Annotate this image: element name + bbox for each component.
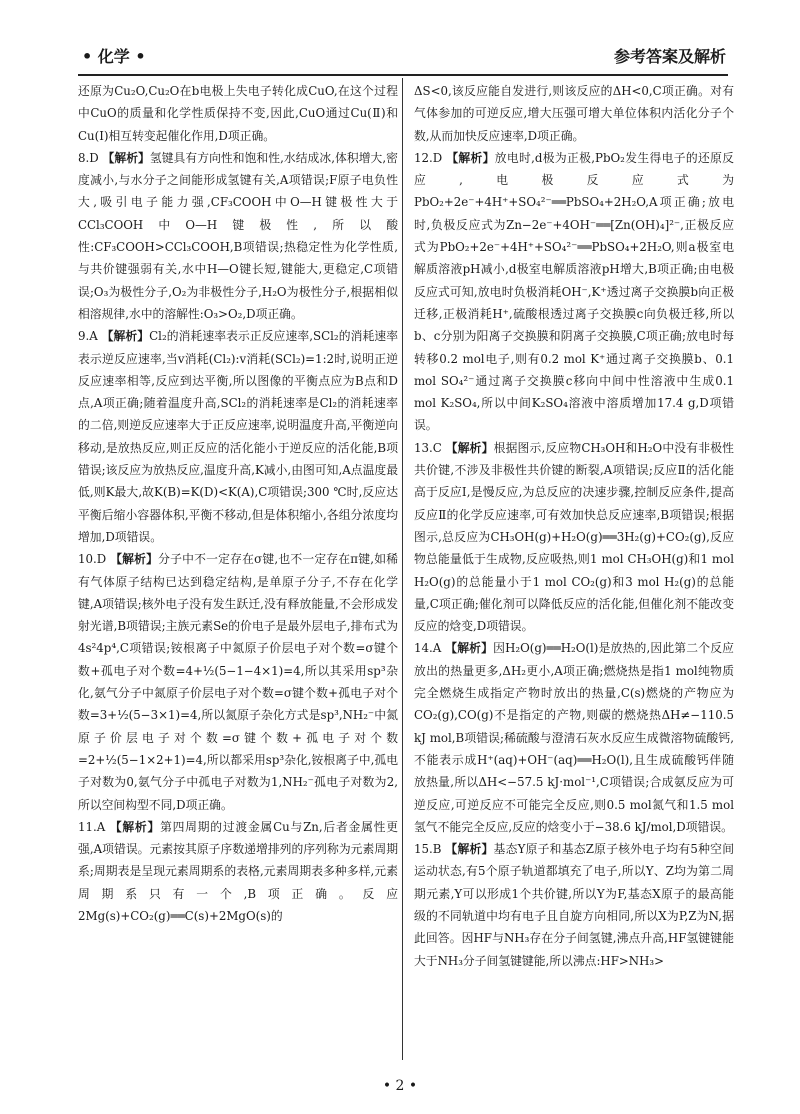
question-number: 13. — [414, 440, 433, 455]
answer-choice: D — [432, 150, 447, 165]
subject-label: • 化学 • — [82, 47, 146, 66]
answer-choice: A — [96, 819, 110, 834]
analysis-tag: 【解析】 — [445, 440, 494, 455]
analysis-tag: 【解析】 — [109, 819, 161, 834]
answer-item — [78, 816, 398, 927]
page-number: • 2 • — [382, 1078, 418, 1094]
right-column — [414, 80, 734, 1060]
answer-item — [78, 147, 398, 325]
left-column — [78, 80, 398, 1060]
right-item-list — [414, 147, 734, 972]
question-number: 11. — [78, 819, 97, 834]
question-number: 15. — [414, 842, 433, 857]
question-number: 12. — [414, 150, 433, 165]
analysis-text: 基态Y原子和基态Z原子核外电子均有5种空间运动状态,有5个原子轨道都填充了电子,所以Y、Z均为第二周期元素,Y可以形成1个共价键,所以Y为F,基态X原子的最高能级的不同轨道中均有电子且自旋方向相同,所以X为P,Z为N,据此回答。因HF与NH₃存在分子间氢键,沸点升高,HF氢键键能大于NH₃分子间氢键键能,所以沸点:HF>NH₃> — [414, 842, 734, 968]
answer-choice: C — [432, 440, 446, 455]
answer-item — [414, 437, 734, 638]
answer-choice: B — [432, 842, 446, 857]
question-number: 9. — [78, 329, 90, 344]
analysis-tag: 【解析】 — [445, 641, 494, 656]
analysis-text: Cl₂的消耗速率表示正反应速率,SCl₂的消耗速率表示逆反应速率,当v消耗(Cl₂):v消耗(SCl₂)=1:2时,说明正逆反应速率相等,反应到达平衡,所以图像的平衡点应为B点和D点,A项正确;随着温度升高,SCl₂的消耗速率是Cl₂的消耗速率的二倍,则逆反应速率大于正反应速率,说明温度升高,平衡逆向移动,是放热反应,则正反应的活化能小于逆反应的活化能,B项错误;该反应为放热反应,温度升高,K减小,由图可知,A点温度最低,则K最大,故K(B)=K(D)<K(A),C项错误;300 ℃时,反应达平衡后缩小容器体积,平衡不移动,但是体积缩小,各组分浓度均增加,D项错误。 — [78, 329, 398, 544]
analysis-tag: 【解析】 — [110, 552, 159, 567]
analysis-text: 分子中不一定存在σ键,也不一定存在π键,如稀有气体原子结构已达到稳定结构,是单原子分子,不存在化学键,A项错误;核外电子没有发生跃迁,没有释放能量,不会形成发射光谱,B项错误;主族元素Se的价电子是最外层电子,排布式为4s²4p⁴,C项错误;铵根离子中氮原子价层电子对个数=σ键个数+孤电子对个数=4+½(5−1−4×1)=4,所以其采用sp³杂化,氨气分子中氮原子价层电子对个数=σ键个数+孤电子对个数=3+½(5−3×1)=4,所以氮原子杂化方式是sp³,NH₂⁻中氮原子价层电子对个数=σ键个数+孤电子对个数=2+½(5−1×2+1)=4,所以都采用sp³杂化,铵根离子中,孤电子对数为0,氨气分子中孤电子对数为1,NH₂⁻孤电子对数为2,所以空间构型不同,D项正确。 — [78, 552, 398, 812]
analysis-tag: 【解析】 — [445, 842, 494, 857]
question-number: 14. — [414, 641, 433, 656]
answer-item — [78, 325, 398, 548]
section-title: 参考答案及解析 — [613, 47, 726, 66]
analysis-text: 氢键具有方向性和饱和性,水结成冰,体积增大,密度减小,与水分子之间能形成氢键有关,A项错误;F原子电负性大,吸引电子能力强,CF₃COOH中O—H键极性大于CCl₃COOH中O—H键极性,所以酸性:CF₃COOH>CCl₃COOH,B项错误;热稳定性为化学性质,与共价键强弱有关,水中H—O键长短,键能大,更稳定,C项错误;O₃为极性分子,O₂为非极性分子,H₂O为极性分子,根据相似相溶规律,水中的溶解性:O₃>O₂,D项正确。 — [78, 150, 398, 321]
answer-item — [414, 637, 734, 838]
question-number: 10. — [78, 552, 97, 567]
answer-choice: D — [89, 150, 103, 165]
continuation-text: 还原为Cu₂O,Cu₂O在b电极上失电子转化成CuO,在这个过程中CuO的质量和化学性质保持不变,因此,CuO通过Cu(Ⅱ)和Cu(Ⅰ)相互转变起催化作用,D项正确。 — [78, 84, 398, 143]
analysis-text: 根据图示,反应物CH₃OH和H₂O中没有非极性共价键,不涉及非极性共价键的断裂,A项错误;反应Ⅱ的活化能高于反应Ⅰ,是慢反应,为总反应的决速步骤,控制反应条件,提高反应Ⅱ的化学反应速率,可有效加快总反应速率,B项错误;根据图示,总反应为CH₃OH(g)+H₂O(g)══3H₂(g)+CO₂(g),反应物总能量低于生成物,反应吸热,则1 mol CH₃OH(g)和1 mol H₂O(g)的总能量小于1 mol CO₂(g)和3 mol H₂(g)的总能量,C项正确;催化剂可以降低反应的活化能,但催化剂不能改变反应的焓变,D项错误。 — [414, 440, 734, 634]
answer-item — [78, 548, 398, 816]
analysis-text: 放电时,d极为正极,PbO₂发生得电子的还原反应,电极反应式为PbO₂+2e⁻+4H⁺+SO₄²⁻══PbSO₄+2H₂O,A项正确;放电时,负极反应式为Zn−2e⁻+4OH⁻══[Zn(OH)₄]²⁻,正极反应式为PbO₂+2e⁻+4H⁺+SO₄²⁻══PbSO₄+2H₂O,则a极室电解质溶液pH减小,d极室电解质溶液pH增大,B项正确;由电极反应式可知,放电时负极消耗OH⁻,K⁺透过离子交换膜b向正极迁移,正极消耗H⁺,硫酸根透过离子交换膜c向负极迁移,所以b、c分别为阳离子交换膜和阴离子交换膜,C项正确;放电时每转移0.2 mol电子,则有0.2 mol K⁺通过离子交换膜b、0.1 mol SO₄²⁻通过离子交换膜c移向中间中性溶液中生成0.1 mol K₂SO₄,所以中间K₂SO₄溶液中溶质增加17.4 g,D项错误。 — [414, 150, 734, 433]
question-number: 8. — [78, 150, 90, 165]
left-item-list — [78, 147, 398, 927]
answer-choice: A — [89, 329, 102, 344]
answer-item — [414, 147, 734, 437]
continuation-text: ΔS<0,该反应能自发进行,则该反应的ΔH<0,C项正确。对有气体参加的可逆反应,增大压强可增大单位体积内活化分子个数,从而加快反应速率,D项正确。 — [414, 84, 734, 143]
analysis-tag: 【解析】 — [102, 150, 150, 165]
column-divider — [402, 78, 403, 1060]
analysis-text: 因H₂O(g)══H₂O(l)是放热的,因此第二个反应放出的热量更多,ΔH₂更小,A项正确;燃烧热是指1 mol纯物质完全燃烧生成指定产物时放出的热量,C(s)燃烧的产物应为CO₂(g),CO(g)不是指定的产物,则碳的燃烧热ΔH≠−110.5 kJ mol,B项错误;稀硫酸与澄清石灰水反应生成微溶物硫酸钙,不能表示成H⁺(aq)+OH⁻(aq)══H₂O(l),且生成硫酸钙伴随放热量,所以ΔH<−57.5 kJ·mol⁻¹,C项错误;合成氨反应为可逆反应,可逆反应不可能完全反应,则0.5 mol氮气和1.5 mol氢气不能完全反应,反应的焓变小于−38.6 kJ/mol,D项错误。 — [414, 641, 734, 834]
analysis-tag: 【解析】 — [446, 150, 495, 165]
answer-choice: A — [432, 641, 446, 656]
analysis-text: 第四周期的过渡金属Cu与Zn,后者金属性更强,A项错误。元素按其原子序数递增排列的序列称为元素周期系;周期表是呈现元素周期系的表格,元素周期表多种多样,元素周期系只有一个,B项正确。反应2Mg(s)+CO₂(g)══C(s)+2MgO(s)的 — [78, 819, 398, 923]
page-header — [78, 40, 728, 76]
analysis-tag: 【解析】 — [101, 329, 150, 344]
answer-item — [414, 838, 734, 972]
answer-choice: D — [96, 552, 111, 567]
